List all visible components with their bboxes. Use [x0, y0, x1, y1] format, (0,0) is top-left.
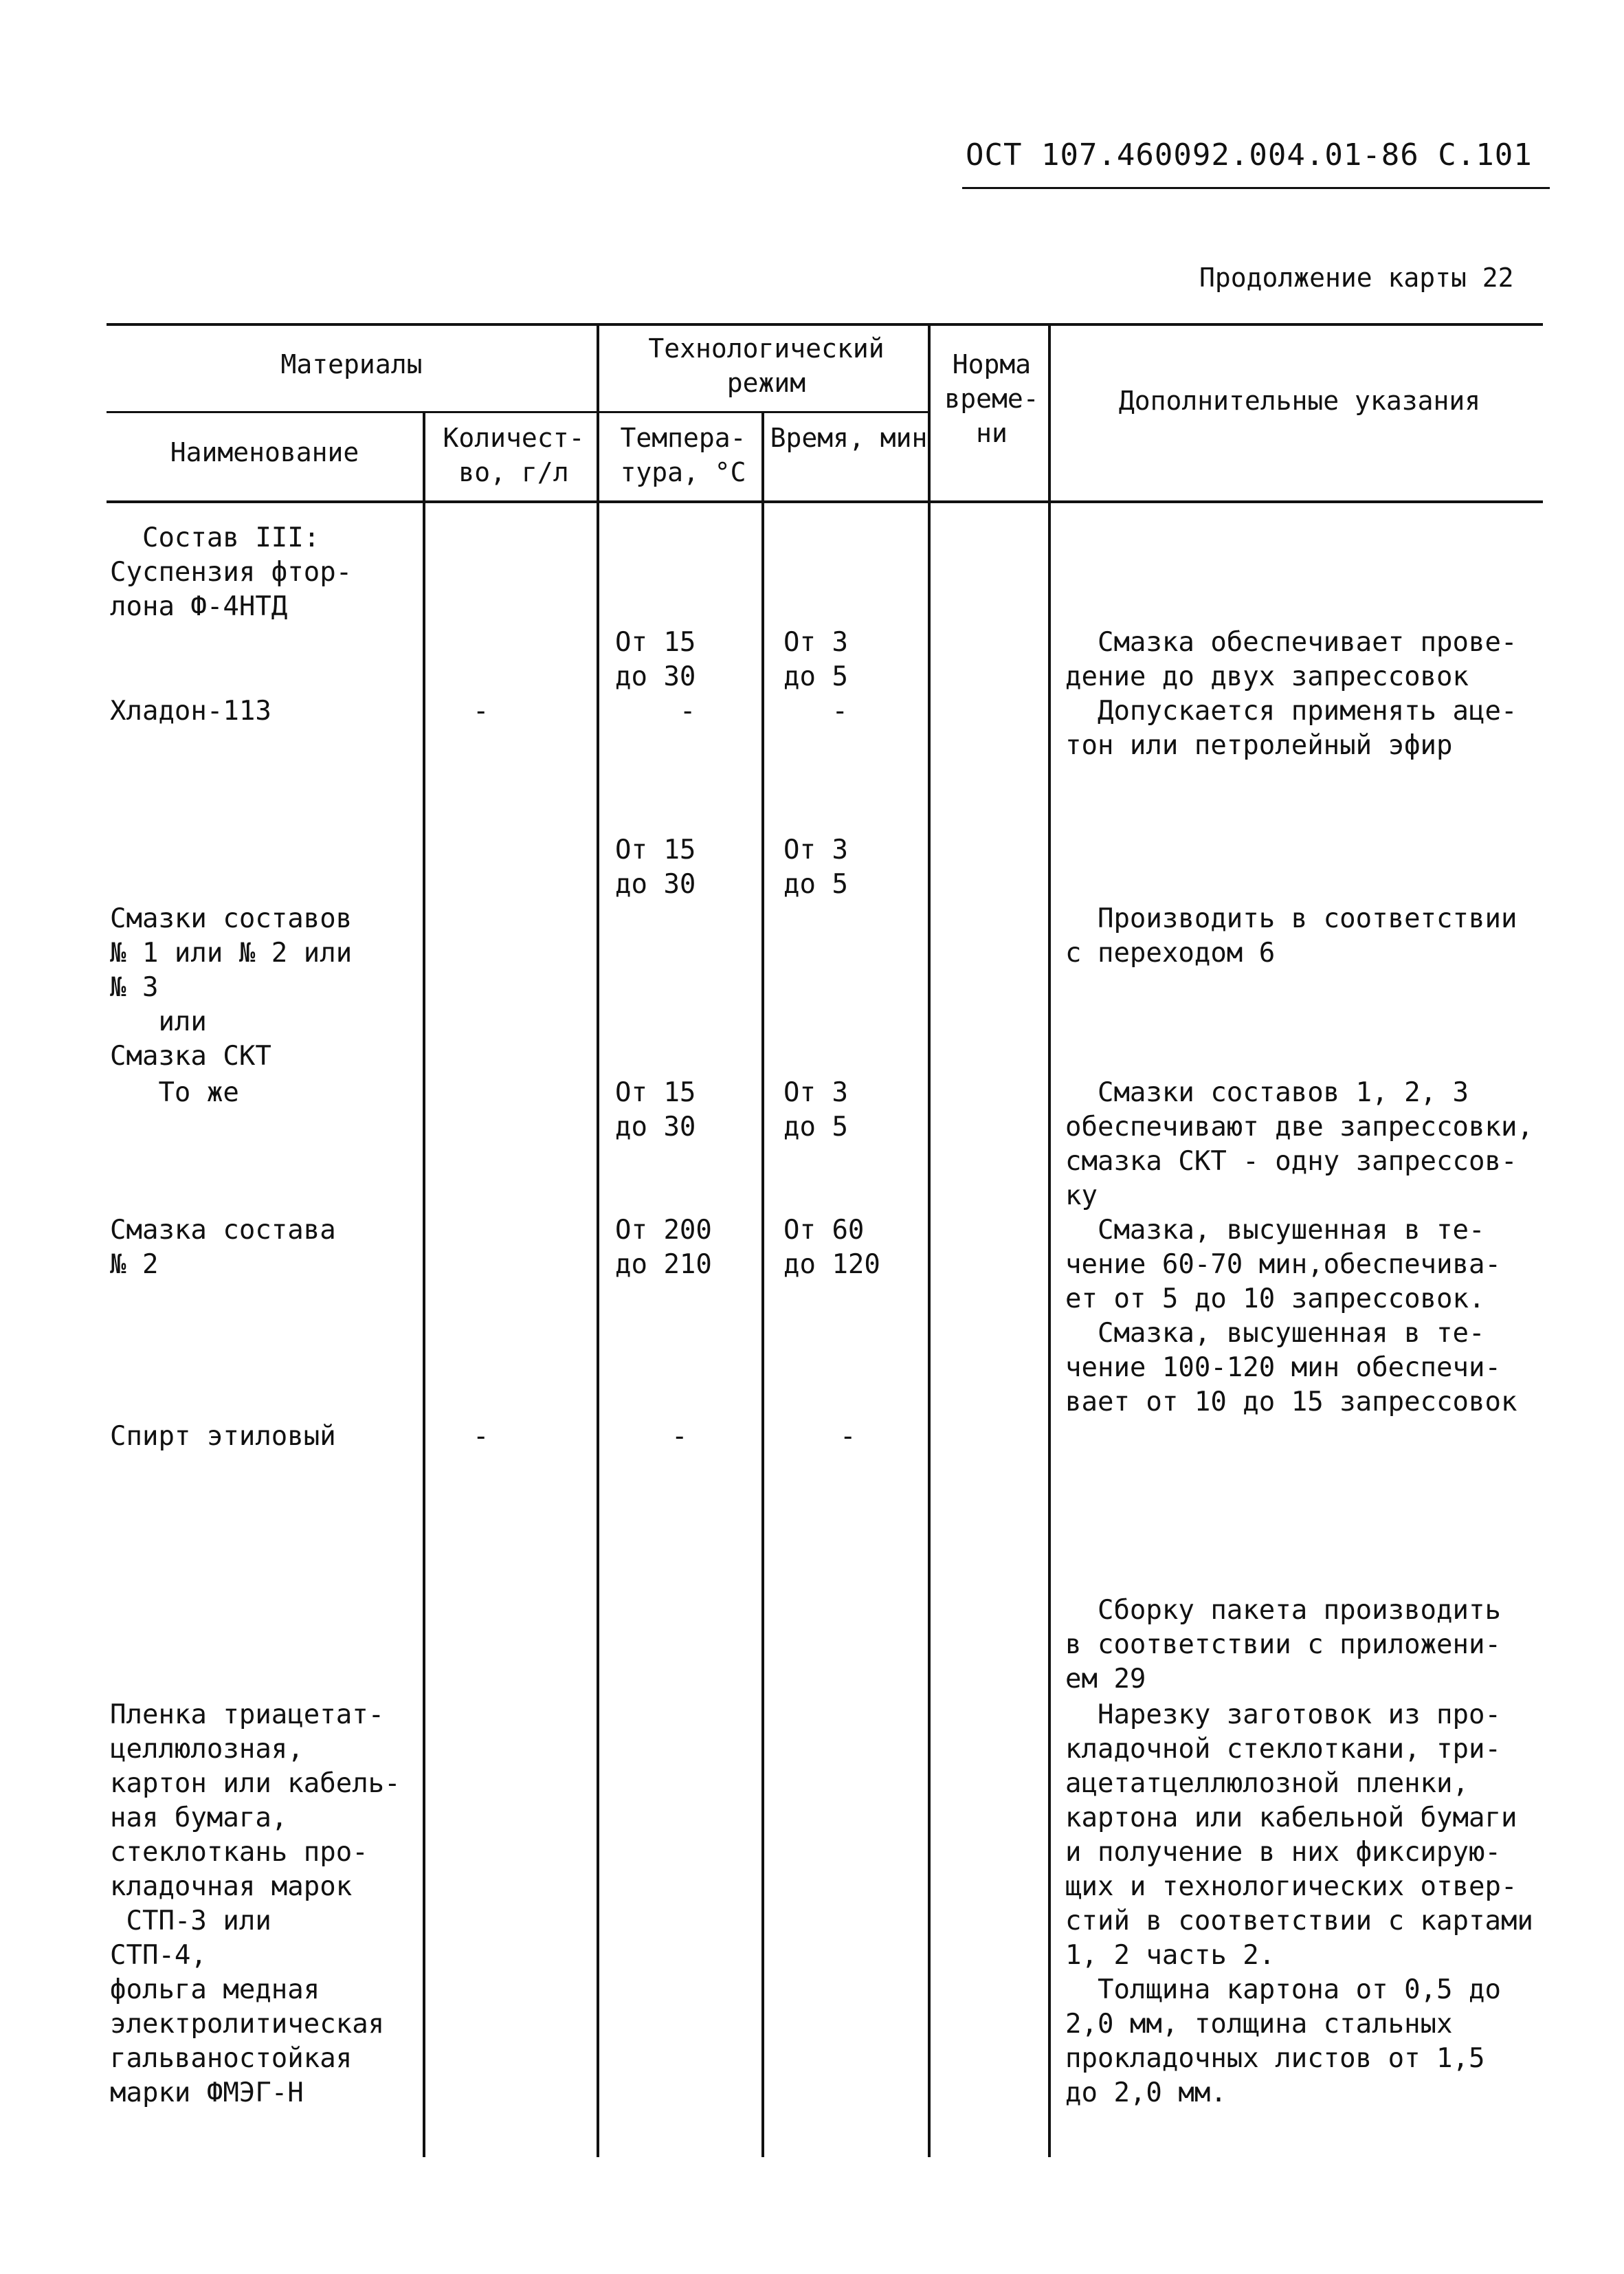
header-bottom-rule: [107, 500, 1543, 503]
col-divider-norm: [928, 323, 931, 2157]
row4-name: Смазки составов № 1 или № 2 или № 3 или Смазка СКТ: [110, 903, 353, 1072]
row3-time: От 3 до 5: [783, 835, 848, 900]
header-time: Время, мин: [770, 423, 928, 453]
header-quantity: Количест- во, г/л: [443, 423, 585, 487]
row9-name: Пленка триацетат- целлюлозная, картон или кабель- ная бумага, стеклоткань про- кладочная марок СТП-3 или СТП-4, фольга медная электролитическая гальваностойкая марки ФМЭГ-Н: [110, 1699, 401, 2108]
row5-time: От 3 до 5: [783, 1077, 848, 1142]
document-code: ОСТ 107.460092.004.01-86 С.101: [966, 137, 1533, 173]
header-name: Наименование: [170, 437, 359, 467]
row5-name: То же: [110, 1077, 239, 1108]
subheader-rule-materials: [107, 411, 928, 413]
row9-notes: Нарезку заготовок из про- кладочной стеклоткани, три- ацетатцеллюлозной пленки, картона или кабельной бумаги и получение в них фиксирую- щих и технологических отвер- стий в соответствии с картами 1, 2 часть 2. Толщина картона от 0,5 до 2,0 мм, толщина стальных прокладочных листов от 1,5 до 2,0 мм.: [1065, 1699, 1533, 2108]
col-divider-tech: [597, 323, 599, 2157]
row2-time: От 3 до 5 -: [783, 627, 848, 727]
row7-temperature: -: [639, 1421, 688, 1452]
row8-notes: Сборку пакета производить в соответствии с приложени- ем 29: [1065, 1595, 1501, 1695]
row5-temperature: От 15 до 30: [615, 1077, 696, 1142]
row7-time: -: [808, 1421, 856, 1452]
row1-name: Состав III: Суспензия фтор- лона Ф-4НТД: [110, 522, 353, 622]
row2-notes: Смазка обеспечивает прове- дение до двух запрессовок Допускается применять аце- тон или петролейный эфир: [1065, 627, 1517, 761]
header-temperature: Темпера- тура, °С: [620, 423, 746, 487]
header-underline: [962, 187, 1550, 189]
header-additional: Дополнительные указания: [1118, 386, 1481, 416]
header-time-norm: Норма време- ни: [944, 349, 1039, 448]
table-top-rule: [107, 323, 1543, 326]
row7-quantity: -: [473, 1421, 489, 1452]
row6-notes: Смазка, высушенная в те- чение 60-70 мин,обеспечива- ет от 5 до 10 запрессовок. Смазка, высушенная в те- чение 100-120 мин обеспечи- вает от 10 до 15 запрессовок: [1065, 1215, 1517, 1417]
row7-name: Спирт этиловый: [110, 1421, 336, 1452]
row4-notes: Производить в соответствии с переходом 6: [1065, 903, 1517, 969]
row3-temperature: От 15 до 30: [615, 835, 696, 900]
row2-name: Хладон-113: [110, 696, 271, 727]
col-divider-notes: [1048, 323, 1051, 2157]
header-tech-mode: Технологический режим: [648, 333, 885, 398]
col-divider-quantity: [423, 411, 425, 2157]
header-materials: Материалы: [280, 349, 423, 379]
row5-notes: Смазки составов 1, 2, 3 обеспечивают две запрессовки, смазка СКТ - одну запрессов- ку: [1065, 1077, 1533, 1211]
continuation-label: Продолжение карты 22: [1199, 263, 1514, 293]
col-divider-time: [761, 411, 764, 2157]
row2-temperature: От 15 до 30 -: [615, 627, 696, 727]
row2-quantity: -: [473, 696, 489, 727]
row6-time: От 60 до 120: [783, 1215, 880, 1280]
row6-name: Смазка состава № 2: [110, 1215, 336, 1280]
row6-temperature: От 200 до 210: [615, 1215, 712, 1280]
